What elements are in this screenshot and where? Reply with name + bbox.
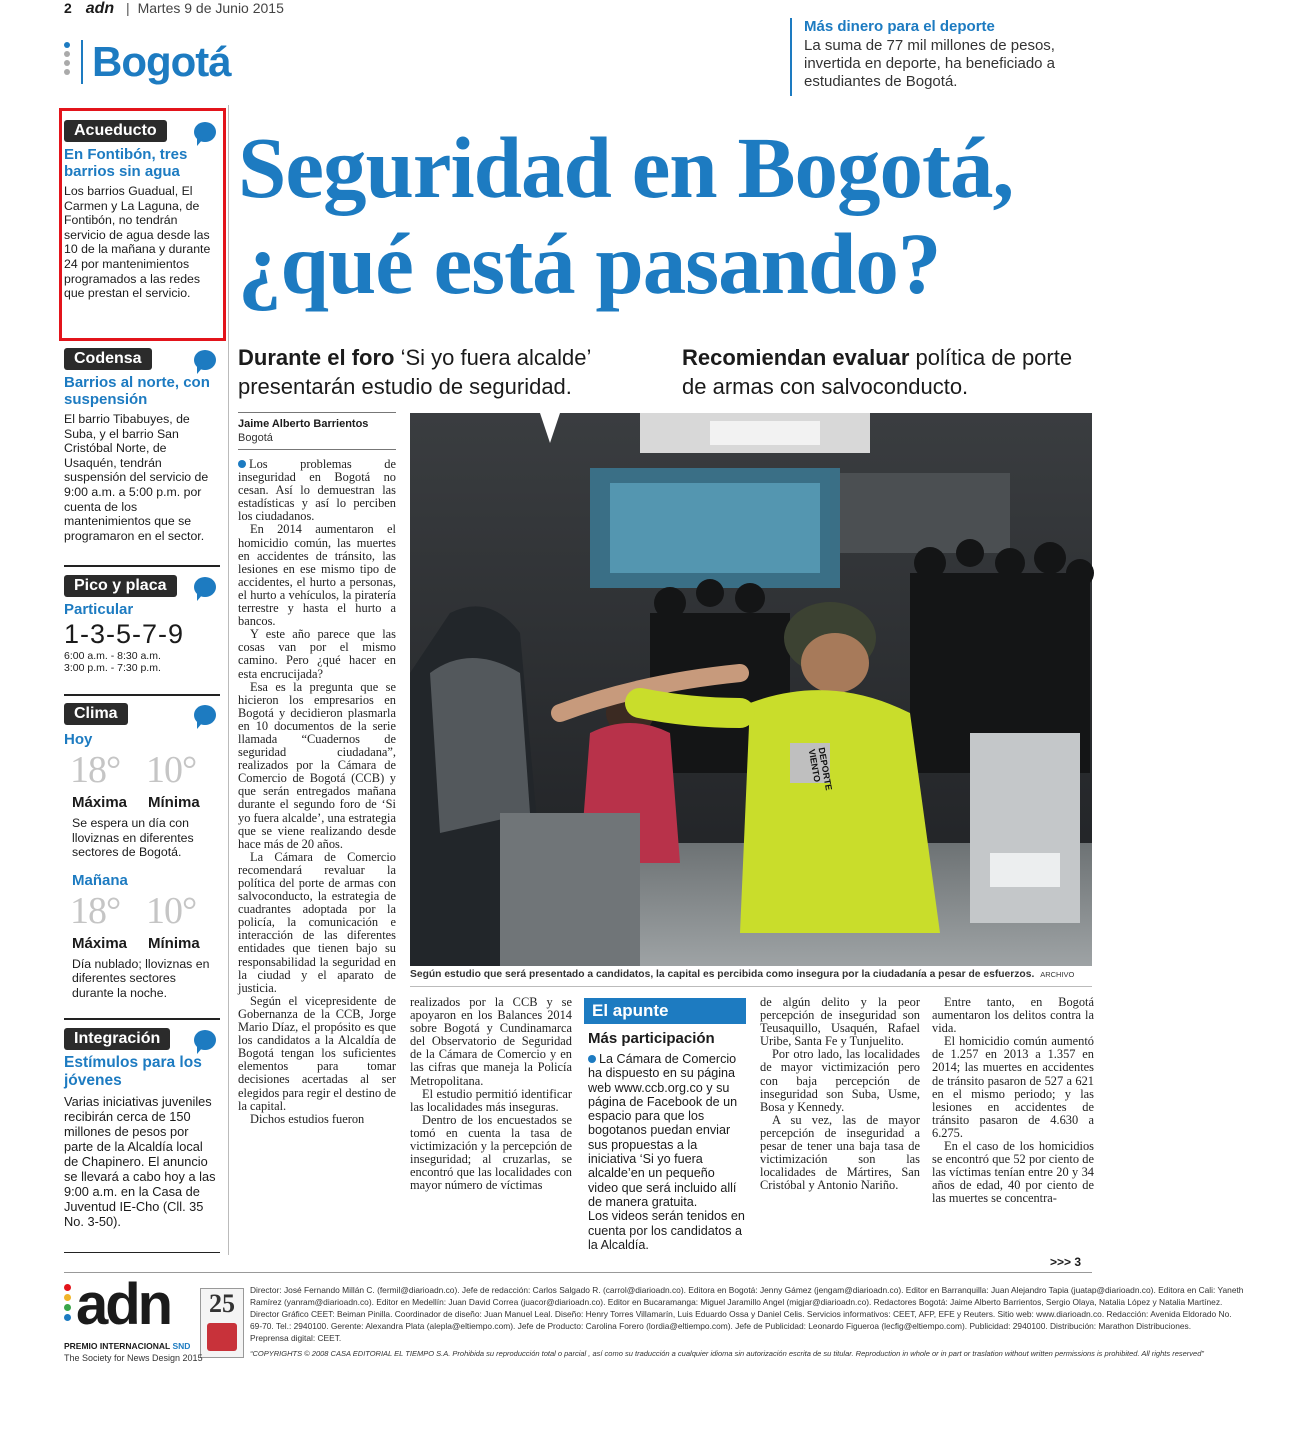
clima-today-text: Se espera un día con lloviznas en diferentes sectores de Bogotá. <box>72 816 194 860</box>
body-column-2 <box>410 996 572 1254</box>
continued-marker: >>> 3 <box>1050 1255 1082 1269</box>
speech-bubble-icon <box>194 577 216 597</box>
apunte-text-2: Los videos serán tenidos en cuenta por los candidatos a la Alcaldía. <box>588 1209 745 1252</box>
body-paragraph: El estudio permitió identificar las localidades más inseguras. <box>410 1086 572 1114</box>
body-column-1 <box>238 458 396 1253</box>
brand-small: adn <box>85 0 115 17</box>
subhead-right-text: política de porte de armas con salvoconducto. <box>682 345 1073 399</box>
footer-dots-icon <box>64 1284 74 1321</box>
body-column-4 <box>760 996 920 1254</box>
credits-line-1: Director: José Fernando Millán C. (fermil@diarioadn.co). Jefe de redacción: Carlos Salgado R. (carrol@diarioadn.co). Editora en Bogotá: Jenny Gámez (jengam@diarioadn.co). Editor en Barranquilla: Juan Alejandro Tapia (juatap@diarioadn.co). Editora en Cali: Yaneth <box>250 1285 1244 1295</box>
headline-pico: Particular <box>64 601 134 618</box>
speech-bubble-icon <box>194 350 216 370</box>
body-paragraph: Los problemas de inseguridad en Bogotá no cesan. Así lo demuestran las estadísticas y así lo perciben los ciudadanos. <box>238 457 396 524</box>
body-paragraph: A su vez, las de mayor percepción de inseguridad a pesar de tener una baja tasa de victimización son las localidades de Mártires, San Cristóbal y Antonio Nariño. <box>760 1112 920 1193</box>
label-codensa: Codensa <box>64 348 152 370</box>
label-acueducto: Acueducto <box>64 120 167 142</box>
date: Martes 9 de Junio 2015 <box>137 0 284 16</box>
page-number: 2 <box>64 0 72 16</box>
sidebar-pico <box>64 575 220 674</box>
body-paragraph: Por otro lado, las localidades de mayor victimización pero con baja percepción de inseguridad son Suba, Usme, Bosa y Kennedy. <box>760 1047 920 1114</box>
body-paragraph: En el caso de los homicidios se encontró que 52 por ciento de las víctimas tenían entre 20 y 34 años de edad, 40 por ciento de las muertes se concentra- <box>932 1139 1094 1206</box>
label-clima: Clima <box>64 703 128 725</box>
label-integracion: Integración <box>64 1028 170 1050</box>
sidebar-codensa <box>64 348 220 543</box>
subhead-left <box>238 343 658 401</box>
pico-hours-1: 6:00 a.m. - 8:30 a.m. <box>64 650 161 662</box>
credits-line-2: Ramírez (yanram@diarioadn.co). Editor en Medellín: Juan David Correa (juacor@diarioadn.co). Editor en Bucaramanga: Miguel Jaramillo Angel (migjar@diarioadn.co). Redactores Bogotá: Jaime Alberto Barrientos, Sergio Olaya, Natalia López y Natalia Martínez. <box>250 1297 1223 1307</box>
speech-bubble-icon <box>194 122 216 142</box>
photo-image <box>410 413 1092 966</box>
text-codensa: El barrio Tibabuyes, de Suba, y el barrio San Cristóbal Norte, de Usaquén, tendrán suspensión del servicio de 9:00 a.m. a 5:00 p.m. por cuenta de los mantenimientos que se programaron en el sector. <box>64 412 209 543</box>
award-line: PREMIO INTERNACIONAL SND <box>64 1341 191 1351</box>
min-temp-today: 10° <box>146 749 197 791</box>
body-paragraph: Entre tanto, en Bogotá aumentaron los delitos contra la vida. <box>932 995 1094 1036</box>
max-label: Máxima <box>72 794 128 811</box>
clima-today: Hoy <box>64 731 93 748</box>
vest-text: DEPORTE VIENTO <box>806 746 834 792</box>
body-column-5 <box>932 996 1094 1254</box>
subhead-right-bold: Recomiendan evaluar <box>682 345 910 370</box>
speech-bubble-icon <box>194 705 216 725</box>
headline-integracion: Estímulos para los jóvenes <box>64 1054 202 1089</box>
min-temp-tomorrow: 10° <box>146 889 197 932</box>
subhead-right <box>682 343 1102 401</box>
photo-caption <box>410 969 1092 980</box>
credits-line-4: 69-70. Tel.: 2940100. Gerente: Alexandra Plata (alepla@eltiempo.com). Jefe de Producto: Carolina Forero (lordia@eltiempo.com). Jefe de Publicidad: Leonardo Figueroa (lecfig@eltiempo.com). Publicidad: 2940100. Distribución: Marathon Distribuciones. <box>250 1321 1192 1331</box>
apunte-text: La Cámara de Comercio ha dispuesto en su página web www.ccb.org.co y su página de Facebook de un espacio para que los bogotanos puedan enviar sus propuestas a la iniciativa ‘Si yo fuera alcalde’en un pequeño video que será incluido allí de manera gratuita. <box>588 1052 738 1209</box>
anniversary-badge: 25 <box>200 1288 244 1358</box>
teaser-title: Más dinero para el deporte <box>804 18 995 35</box>
apunte-box <box>584 998 746 1250</box>
apunte-label: El apunte <box>584 998 746 1024</box>
body-paragraph: Y este año parece que las cosas van por el mismo camino. Pero ¿qué hacer en esta encrucijada? <box>238 627 396 681</box>
news-photo <box>410 413 1092 966</box>
body-paragraph: En 2014 aumentaron el homicidio común, las muertes en accidentes de tránsito, las lesiones en ese mismo tipo de accidentes, el hurto a personas, el hurto a vehículos, la piratería terrestre y hasta el hurto a bancos. <box>238 522 396 629</box>
pico-hours-2: 3:00 p.m. - 7:30 p.m. <box>64 662 161 674</box>
headline-acueducto: En Fontibón, tres barrios sin agua <box>64 146 188 180</box>
main-headline-line1: Seguridad en Bogotá, <box>238 119 1014 216</box>
bullet-icon <box>238 460 246 468</box>
text-acueducto: Los barrios Guadual, El Carmen y La Laguna, de Fontibón, no tendrán servicio de agua desde las 10 de la mañana y durante 24 por mantenimientos programados a las redes que prestan el servicio. <box>64 184 211 301</box>
body-paragraph: de algún delito y la peor percepción de inseguridad son Teusaquillo, Usaquén, Rafael Uribe, Santa Fe y Tunjuelito. <box>760 995 920 1049</box>
subhead-left-bold: Durante el foro <box>238 345 395 370</box>
photo-credit: ARCHIVO <box>1040 970 1075 979</box>
teaser-text: La suma de 77 mil millones de pesos, invertida en deporte, ha beneficiado a estudiantes de Bogotá. <box>804 37 1056 90</box>
byline-author: Jaime Alberto Barrientos <box>238 418 369 430</box>
text-integracion: Varias iniciativas juveniles recibirán cerca de 150 millones de pesos por parte de la Alcaldía local de Chapinero. El anuncio se llevará a cabo hoy a las 9:00 a.m. en la Casa de Juventud IE-Cho (Cll. 35 No. 3-50). <box>64 1094 216 1229</box>
body-paragraph: Esa es la pregunta que se hicieron los empresarios en Bogotá y decidieron plasmarla en 10 documentos de la serie llamada “Cuadernos de seguridad ciudadana”, realizados por la Cámara de Comercio de Bogotá (CCB) y que serán entregados mañana durante el segundo foro de ‘Si yo fuera alcalde’, una estrategia que se viene realizando desde hace más de 20 años. <box>238 679 396 851</box>
copyright: “COPYRIGHTS © 2008 CASA EDITORIAL EL TIEMPO S.A. Prohibida su reproducción total o parcial , así como su traducción a cualquier idioma sin autorización escrita de su titular. Reproduction in whole or in part or traslation without written permissions is prohibited. All rights reserved” <box>250 1349 1204 1358</box>
max-temp-tomorrow: 18° <box>70 889 121 932</box>
min-label: Mínima <box>148 794 200 811</box>
section-title: Bogotá <box>92 38 231 85</box>
headline-codensa: Barrios al norte, con suspensión <box>64 374 210 408</box>
bullet-icon <box>588 1055 596 1063</box>
sidebar-integracion <box>64 1028 220 1229</box>
body-paragraph: realizados por la CCB y se apoyaron en los Balances 2014 sobre Bogotá y Cundinamarca del Observatorio de Seguridad de la Cámara de Comercio y en las cifras que maneja la Policía Metropolitana. <box>410 995 572 1088</box>
max-label: Máxima <box>72 934 128 952</box>
body-paragraph: La Cámara de Comercio recomendará revaluar la política del porte de armas con salvoconducto, la estrategia de cuadrantes adoptada por la policía, la comunicación e interacción de las diferentes entidades que tienen bajo su responsabilidad la seguridad en la ciudad y el aparato de justicia. <box>238 849 396 995</box>
speech-bubble-icon <box>194 1030 216 1050</box>
pico-numbers: 1-3-5-7-9 <box>64 619 185 649</box>
footer-logo: adn <box>76 1272 171 1337</box>
sidebar-acueducto <box>64 120 220 301</box>
main-headline-line2: ¿qué está pasando? <box>238 215 941 312</box>
body-paragraph: Dentro de los encuestados se tomó en cuenta la tasa de victimización y la percepción de inseguridad; al cruzarlas, se encontró que las localidades con mayor número de víctimas <box>410 1112 572 1193</box>
byline-place: Bogotá <box>238 432 273 444</box>
subhead-left-text: ‘Si yo fuera alcalde’ presentarán estudio de seguridad. <box>238 345 591 399</box>
page-header: 2 adn | Martes 9 de Junio 2015 <box>64 0 284 17</box>
credits-line-3: Director Gráfico CEET: Beiman Pinilla. Coordinador de diseño: Juan Manuel Leal. Diseño: Henry Torres Villamarín, Luis Eduardo Ossa y Daniel Celis. Servicios informativos: CEET, AFP, EFE y Reuters. Sitio web: www.diarioadn.co. Redacción: Avenida Eldorado No. <box>250 1309 1232 1319</box>
caption-text: Según estudio que será presentado a candidatos, la capital es percibida como insegura por la ciudadanía a pesar de esfuerzos. <box>410 969 1035 980</box>
award-line-2: The Society for News Design 2015 <box>64 1353 203 1363</box>
clima-tomorrow-text: Día nublado; lloviznas en diferentes sectores durante la noche. <box>72 956 210 1000</box>
credits-line-5: Preprensa digital: CEET. <box>250 1333 342 1343</box>
body-paragraph: El homicidio común aumentó de 1.257 en 2013 a 1.357 en 2014; las muertes en accidentes de tránsito pasaron de 527 a 621 en el mismo periodo; y las lesiones en accidentes de tránsito pasaron de 4.630 a 6.275. <box>932 1034 1094 1140</box>
apunte-headline: Más participación <box>588 1030 715 1047</box>
section-dots-icon <box>64 42 72 75</box>
min-label: Mínima <box>148 934 200 952</box>
max-temp-today: 18° <box>70 749 121 791</box>
body-paragraph: Dichos estudios fueron <box>250 1111 365 1126</box>
label-pico: Pico y placa <box>64 575 177 597</box>
body-paragraph: Según el vicepresidente de Gobernanza de la CCB, Jorge Mario Díaz, el propósito es que los candidatos a la Alcaldía de Bogotá tengan los suficientes elementos para tomar decisiones acertadas al ser elegidos para regir el destino de la capital. <box>238 993 396 1113</box>
sidebar-clima <box>64 703 220 1001</box>
clima-tomorrow: Mañana <box>72 871 128 889</box>
